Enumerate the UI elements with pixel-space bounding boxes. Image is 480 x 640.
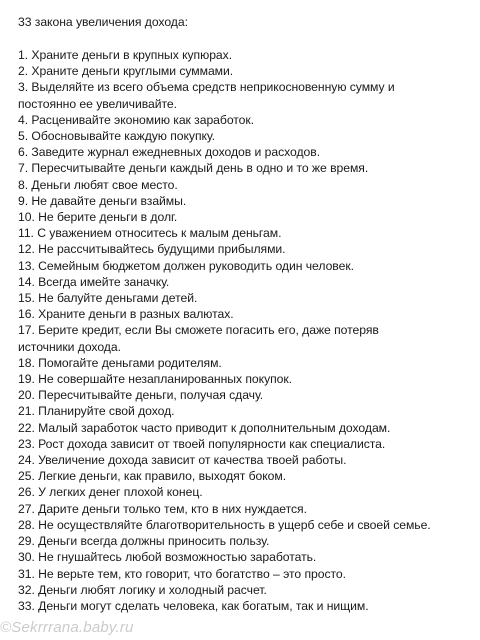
list-item: 23. Рост дохода зависит от твоей популярности как специалиста. xyxy=(18,436,386,451)
list-item: 16. Храните деньги в разных валютах. xyxy=(18,307,234,322)
list-item: 9. Не давайте деньги взаймы. xyxy=(18,193,187,208)
list-item: 15. Не балуйте деньгами детей. xyxy=(18,291,198,306)
list-item: 25. Легкие деньги, как правило, выходят боком. xyxy=(18,469,287,484)
list-item: 6. Заведите журнал ежедневных доходов и расходов. xyxy=(18,145,321,160)
list-item: 18. Помогайте деньгами родителям. xyxy=(18,355,222,370)
list-item: 3. Выделяйте из всего объема средств неприкосновенную сумму и постоянно ее увеличивайте. xyxy=(18,80,395,111)
list-item: 22. Малый заработок часто приводит к дополнительным доходам. xyxy=(18,420,391,435)
list-item: 32. Деньги любят логику и холодный расчет. xyxy=(18,582,267,597)
list-item: 21. Планируйте свой доход. xyxy=(18,404,175,419)
list-item: 20. Пересчитывайте деньги, получая сдачу. xyxy=(18,388,264,403)
list-item: 17. Берите кредит, если Вы сможете погасить его, даже потеряв источники дохода. xyxy=(18,323,379,354)
list-item: 14. Всегда имейте заначку. xyxy=(18,274,170,289)
document-title: 33 закона увеличения дохода: xyxy=(18,15,188,29)
list-item: 7. Пересчитывайте деньги каждый день в одно и то же время. xyxy=(18,161,369,176)
list-item: 27. Дарите деньги только тем, кто в них нуждается. xyxy=(18,501,307,516)
list-item: 2. Храните деньги круглыми суммами. xyxy=(18,64,234,79)
list-item: 29. Деньги всегда должны приносить пользу. xyxy=(18,534,270,549)
list-item: 8. Деньги любят свое место. xyxy=(18,177,178,192)
list-item: 4. Расценивайте экономию как заработок. xyxy=(18,112,255,127)
list-item: 31. Не верьте тем, кто говорит, что богатство – это просто. xyxy=(18,566,346,581)
list-item: 24. Увеличение дохода зависит от качества твоей работы. xyxy=(18,453,347,468)
list-item: 33. Деньги могут сделать человека, как богатым, так и нищим. xyxy=(18,598,369,613)
list-item: 11. С уважением относитесь к малым деньгам. xyxy=(18,226,282,241)
list-item: 1. Храните деньги в крупных купюрах. xyxy=(18,48,233,62)
list-item: 28. Не осуществляйте благотворительность в ущерб себе и своей семье. xyxy=(18,517,431,532)
list-item: 5. Обосновывайте каждую покупку. xyxy=(18,129,216,144)
list-item: 30. Не гнушайтесь любой возможностью заработать. xyxy=(18,550,317,565)
list-item: 19. Не совершайте незапланированных покупок. xyxy=(18,372,293,387)
list-item: 26. У легких денег плохой конец. xyxy=(18,485,203,500)
list-item: 12. Не рассчитывайтесь будущими прибылями. xyxy=(18,242,286,257)
list-item: 10. Не берите деньги в долг. xyxy=(18,210,178,225)
rules-list xyxy=(18,47,462,614)
watermark: ©Sekrrrana.baby.ru xyxy=(0,619,134,636)
list-item: 13. Семейным бюджетом должен руководить один человек. xyxy=(18,258,354,273)
